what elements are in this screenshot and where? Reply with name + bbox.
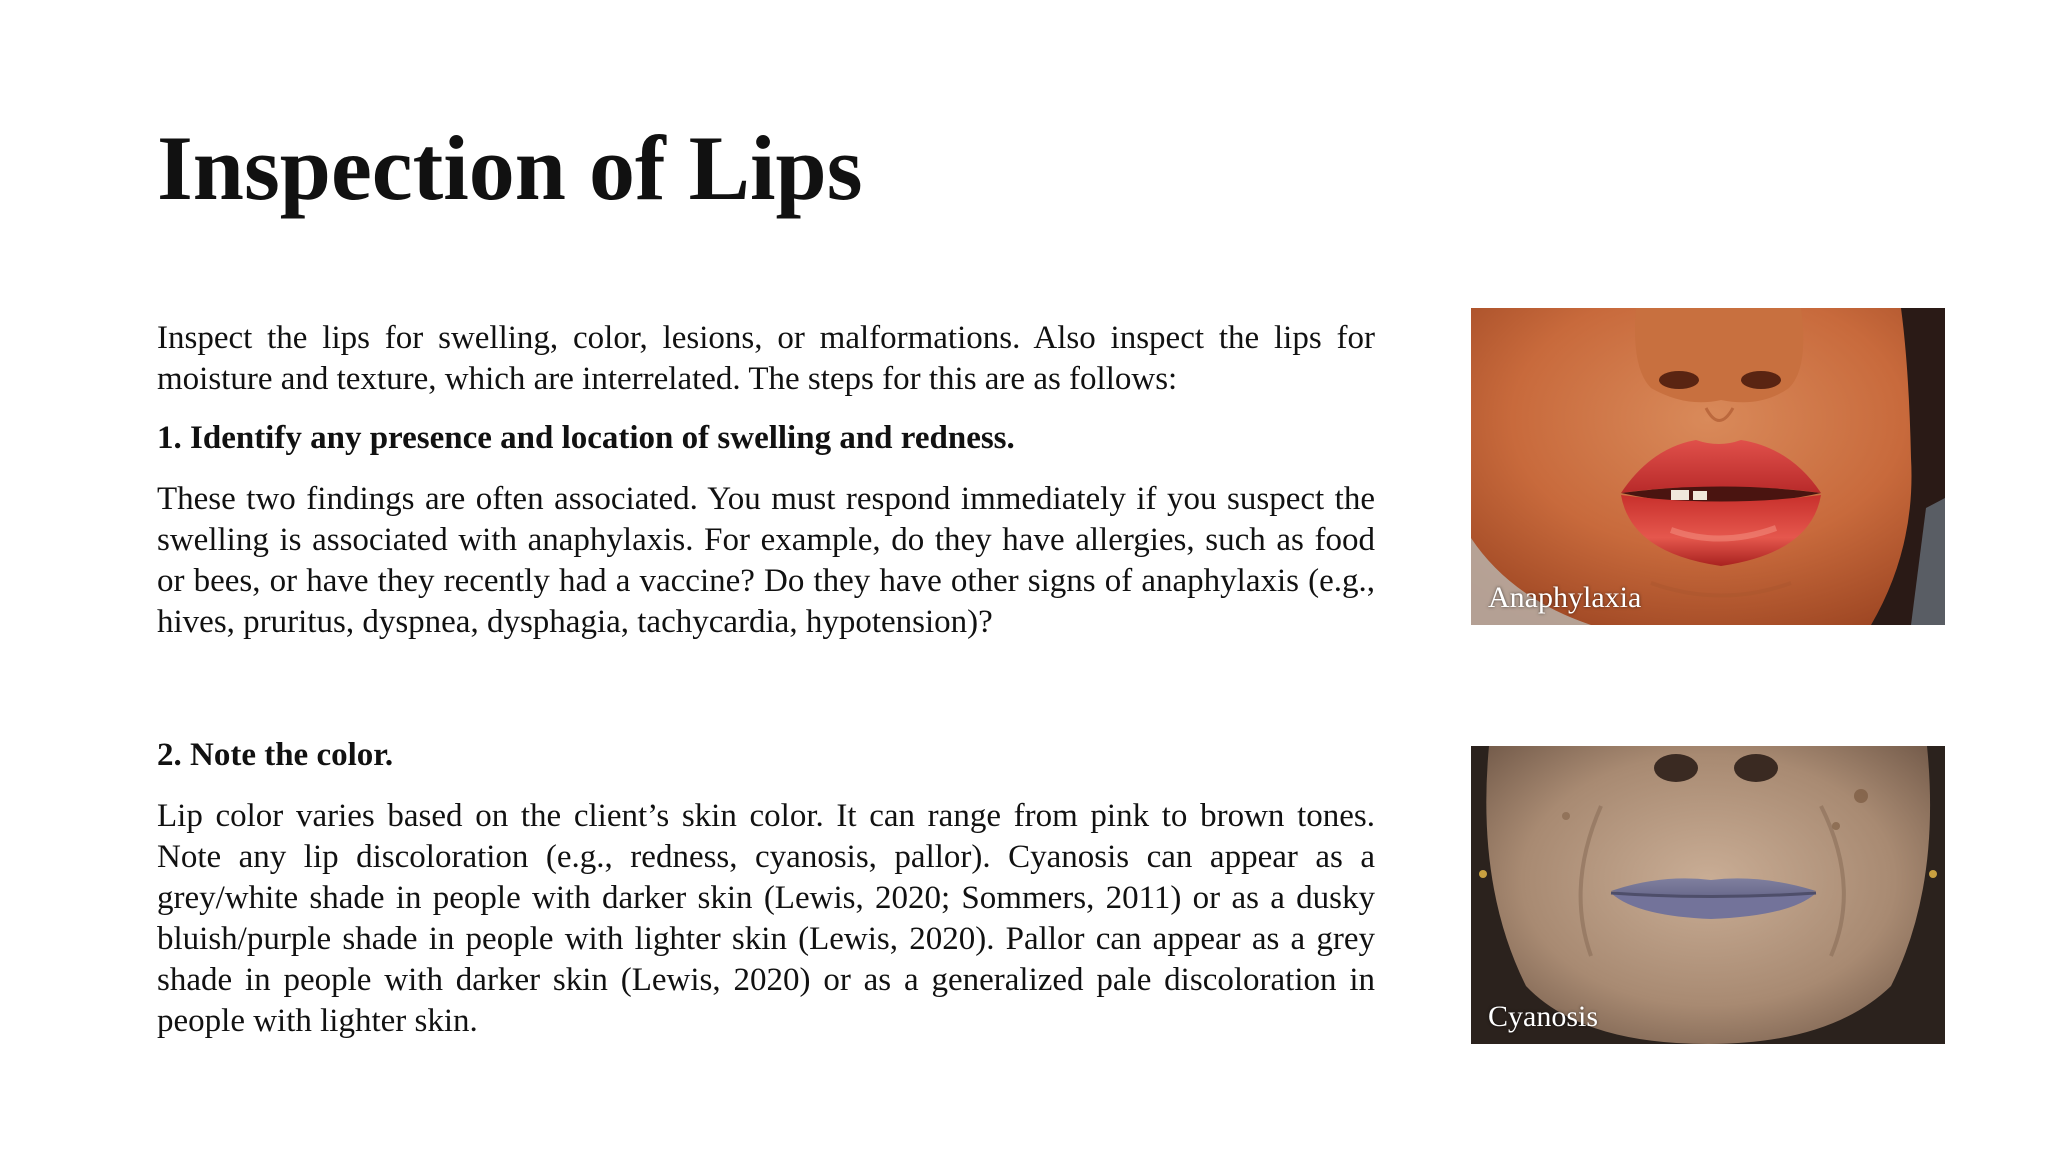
step-2-heading: 2. Note the color. [157, 737, 394, 773]
slide-title: Inspection of Lips [157, 117, 863, 219]
anaphylaxis-photo [1471, 308, 1945, 625]
step-2-body: Lip color varies based on the client’s skin color. It can range from pink to brown tones. Note any lip discoloration (e.g., redness, cyanosis, pallor). Cyanosis can appear as a grey/white shade in people with darker skin (Lewis, 2020; Sommers, 2011) or as a dusky bluish/purple shade in people with lighter skin (Lewis, 2020). Pallor can appear as a grey shade in people with darker skin (Lewis, 2020) or as a generalized pale discoloration in people with lighter skin. [157, 798, 1375, 1039]
section-color [157, 735, 1375, 1042]
swollen-lips-icon [1471, 308, 1945, 625]
intro-paragraph: Inspect the lips for swelling, color, lesions, or malformations. Also inspect the lips for moisture and texture, which are interrelated. The steps for this are as follows: [157, 320, 1375, 397]
step-1-body: These two findings are often associated. You must respond immediately if you suspect the swelling is associated with anaphylaxis. For example, do they have allergies, such as food or bees, or have they recently had a vaccine? Do they have other signs of anaphylaxis (e.g., hives, pruritus, dyspnea, dysphagia, tachycardia, hypotension)? [157, 481, 1375, 640]
anaphylaxis-caption: Anaphylaxia [1488, 581, 1642, 614]
step-1-heading: 1. Identify any presence and location of swelling and redness. [157, 420, 1015, 456]
cyanosis-caption: Cyanosis [1488, 1000, 1599, 1033]
cyanosis-photo [1471, 746, 1945, 1044]
section-swelling [157, 318, 1375, 643]
